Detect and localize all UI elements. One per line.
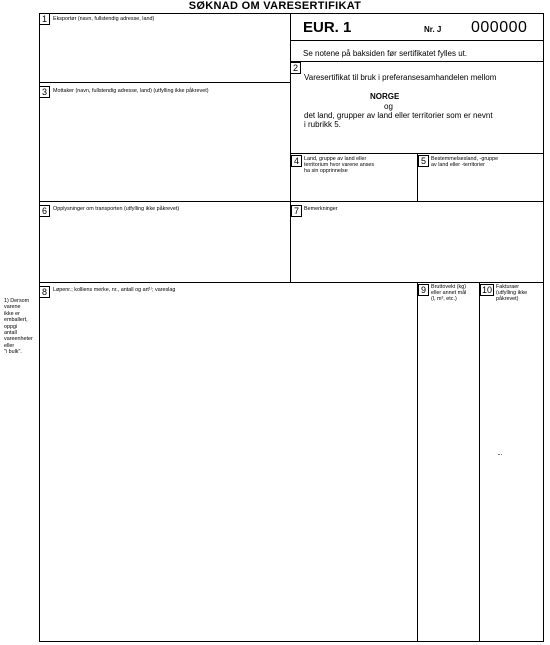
page-title: SØKNAD OM VARESERTIFIKAT [188,0,362,12]
eur-label: EUR. 1 [303,19,352,36]
divider-1-3 [39,82,290,83]
field-2-og: og [384,102,393,111]
field-2-line3: det land, grupper av land eller territorier som er nevnt [304,111,493,120]
field-4-label: Land, gruppe av land eller territorium hvor varene anses ha sin opprinnelse [304,156,375,175]
field-7-label: Bemerkninger [304,206,338,212]
field-9-number: 9 [418,284,429,296]
field-4-input-area[interactable] [294,176,413,198]
field-2-line4: i rubrikk 5. [304,120,341,129]
field-10-input-area[interactable] [483,306,540,638]
field-1-number: 1 [39,13,50,25]
field-3-label: Mottaker (navn, fullstendig adresse, land) (utfylling ikke påkrevet) [53,88,209,94]
field-7-input-area[interactable] [294,218,540,278]
field-10-label: Fakturaer (utfylling ikke påkrevet) [496,284,528,303]
divider-8-9 [417,282,418,642]
field-3-input-area[interactable] [44,100,284,196]
field-2-country: NORGE [370,92,400,101]
field-5-number: 5 [418,155,429,167]
divider-3-6 [39,201,544,202]
divider-eur-notes [290,40,544,41]
divider-6-8 [39,282,544,283]
field-8-number: 8 [39,286,50,298]
field-5-label: Bestemmelsesland, -gruppe av land eller -territorier [431,156,499,169]
field-6-number: 6 [39,205,50,217]
side-note: 1) Dersom varene ikke er emballert, oppgi antall vareenheter eller "i bulk". [4,298,33,356]
field-2-number: 2 [290,62,301,74]
field-9-input-area[interactable] [421,306,475,638]
field-4-number: 4 [291,155,302,167]
field-3-number: 3 [39,86,50,98]
field-1-label: Eksportør (navn, fullstendig adresse, land) [53,16,155,22]
field-1-input-area[interactable] [44,28,284,78]
field-6-input-area[interactable] [44,218,284,278]
field-7-number: 7 [291,205,302,217]
nr-label: Nr. J [424,25,442,34]
nr-value: 000000 [471,19,528,36]
field-10-mark [498,454,502,455]
notes-sentence: Se notene på baksiden før sertifikatet fylles ut. [303,49,468,58]
field-5-input-area[interactable] [421,176,540,198]
field-8-label: Løpenr.; kolliens merke, nr., antall og art¹⁾; vareslag [53,287,176,293]
field-10-number: 10 [481,285,492,295]
field-8-input-area[interactable] [44,300,412,638]
field-2-line1: Varesertifikat til bruk i preferansesamhandelen mellom [304,73,497,82]
field-6-label: Opplysninger om transporten (utfylling ikke påkrevet) [53,206,180,212]
field-9-label: Bruttovekt (kg) eller annet mål (l, m³, etc.) [431,284,467,303]
divider-9-10 [479,282,480,642]
